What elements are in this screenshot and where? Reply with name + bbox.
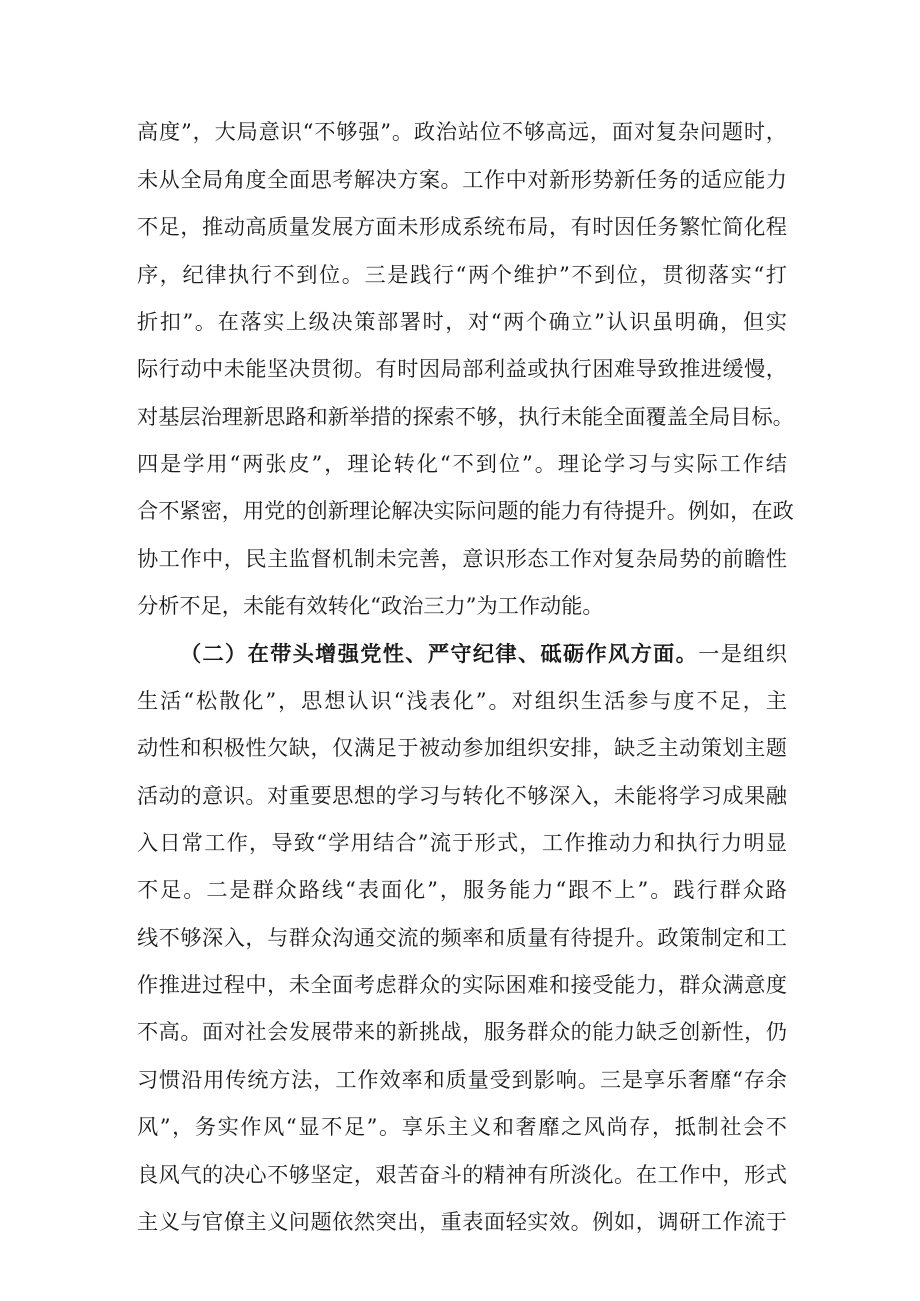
text-line: 不高。面对社会发展带来的新挑战，服务群众的能力缺乏创新性，仍 (137, 1019, 787, 1044)
text-line: 高度”，大局意识“不够强”。政治站位不够高远，面对复杂问题时， (137, 119, 787, 144)
text-line: 风”，务实作风“显不足”。享乐主义和奢靡之风尚存，抵制社会不 (137, 1114, 787, 1139)
text-line: 际行动中未能坚决贯彻。有时因局部利益或执行困难导致推进缓慢， (137, 356, 787, 381)
text-line: 折扣”。在落实上级决策部署时，对“两个确立”认识虽明确，但实 (137, 309, 787, 334)
text-line: 线不够深入，与群众沟通交流的频率和质量有待提升。政策制定和工 (137, 925, 787, 950)
paragraph-end-line: 分析不足，未能有效转化“政治三力”为工作动能。 (137, 593, 604, 618)
text-line: 良风气的决心不够坚定，艰苦奋斗的精神有所淡化。在工作中，形式 (137, 1162, 787, 1187)
text-line: 合不紧密，用党的创新理论解决实际问题的能力有待提升。例如，在政 (137, 498, 794, 523)
text-line: 作推进过程中，未全面考虑群众的实际困难和接受能力，群众满意度 (137, 972, 787, 997)
text-line: 对基层治理新思路和新举措的探索不够，执行未能全面覆盖全局目标。 (137, 404, 794, 429)
text-line: 四是学用“两张皮”，理论转化“不到位”。理论学习与实际工作结 (137, 451, 787, 476)
text-line: 不足。二是群众路线“表面化”，服务能力“跟不上”。践行群众路 (137, 877, 787, 902)
section-heading-continuation: 一是组织 (698, 641, 787, 666)
text-line: 主义与官僚主义问题依然突出，重表面轻实效。例如，调研工作流于 (137, 1209, 787, 1234)
text-line: 活动的意识。对重要思想的学习与转化不够深入，未能将学习成果融 (137, 783, 787, 808)
text-line: 生活“松散化”，思想认识“浅表化”。对组织生活参与度不足，主 (137, 688, 787, 713)
text-line: 入日常工作，导致“学用结合”流于形式，工作推动力和执行力明显 (137, 830, 787, 855)
text-line: 动性和积极性欠缺，仅满足于被动参加组织安排，缺乏主动策划主题 (137, 735, 787, 760)
section-heading-line (180, 634, 787, 674)
text-line: 习惯沿用传统方法，工作效率和质量受到影响。三是享乐奢靡“存余 (137, 1067, 787, 1092)
text-line: 未从全局角度全面思考解决方案。工作中对新形势新任务的适应能力 (137, 167, 787, 192)
text-line: 协工作中，民主监督机制未完善，意识形态工作对复杂局势的前瞻性 (137, 546, 787, 571)
text-line: 不足，推动高质量发展方面未形成系统布局，有时因任务繁忙简化程 (137, 214, 787, 239)
section-heading: （二）在带头增强党性、严守纪律、砥砺作风方面。 (180, 641, 699, 666)
text-line: 序，纪律执行不到位。三是践行“两个维护”不到位，贯彻落实“打 (137, 262, 787, 287)
